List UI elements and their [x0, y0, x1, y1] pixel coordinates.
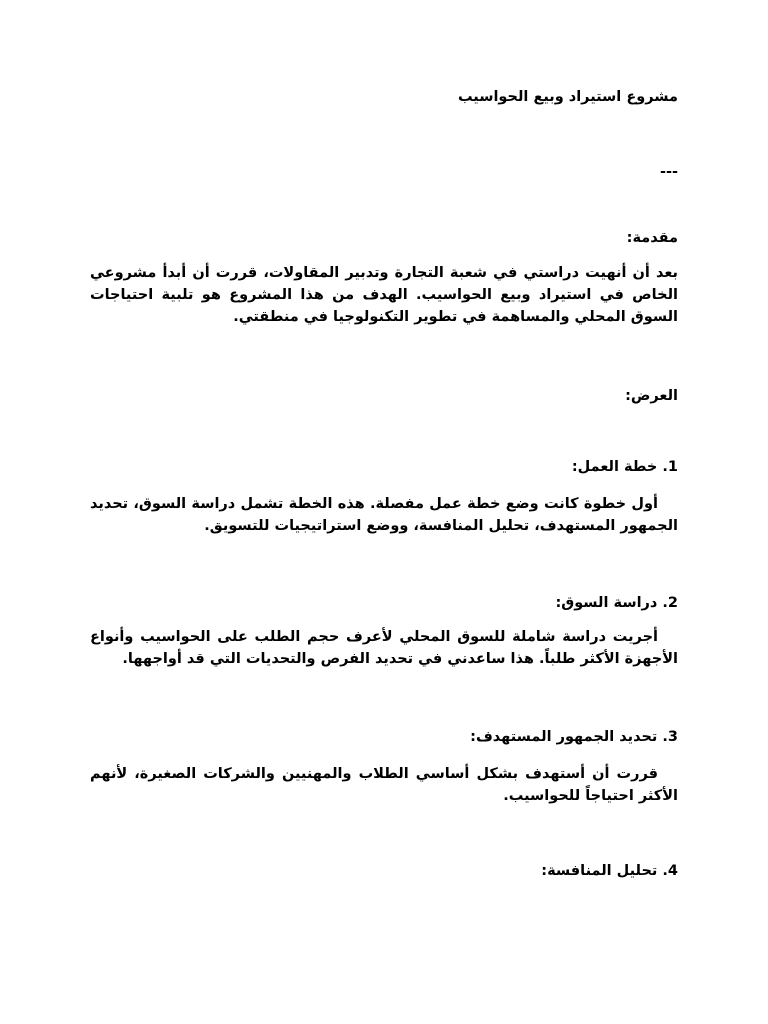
section-text-market-study: أجريت دراسة شاملة للسوق المحلي لأعرف حجم الطلب على الحواسيب وأنواع الأجهزة الأكثر طلباً. هذا ساعدني في تحديد الفرص والتحديات التي قد أواجهها.	[90, 629, 678, 667]
section-heading-target-audience: 3. تحديد الجمهور المستهدف:	[470, 729, 678, 745]
presentation-heading: العرض:	[625, 388, 678, 404]
section-heading-business-plan: 1. خطة العمل:	[571, 459, 678, 475]
section-heading-market-study: 2. دراسة السوق:	[555, 595, 678, 611]
document-title: مشروع استيراد وبيع الحواسيب	[457, 89, 678, 105]
intro-paragraph: بعد أن أنهيت دراستي في شعبة التجارة وتدبير المقاولات، قررت أن أبدأ مشروعي الخاص في استيراد وبيع الحواسيب. الهدف من هذا المشروع هو تلبية احتياجات السوق المحلي والمساهمة في تطوير التكنولوجيا في منطقتي.	[90, 265, 678, 325]
section-text-target-audience: قررت أن أستهدف بشكل أساسي الطلاب والمهنيين والشركات الصغيرة، لأنهم الأكثر احتياجاً للحواسيب.	[90, 766, 678, 804]
section-heading-competition: 4. تحليل المنافسة:	[541, 863, 678, 879]
document-page	[90, 0, 678, 1024]
section-text-business-plan: أول خطوة كانت وضع خطة عمل مفصلة. هذه الخطة تشمل دراسة السوق، تحديد الجمهور المستهدف، تحليل المنافسة، ووضع استراتيجيات للتسويق.	[90, 496, 678, 534]
separator: ---	[659, 164, 678, 180]
intro-heading: مقدمة:	[626, 230, 678, 246]
